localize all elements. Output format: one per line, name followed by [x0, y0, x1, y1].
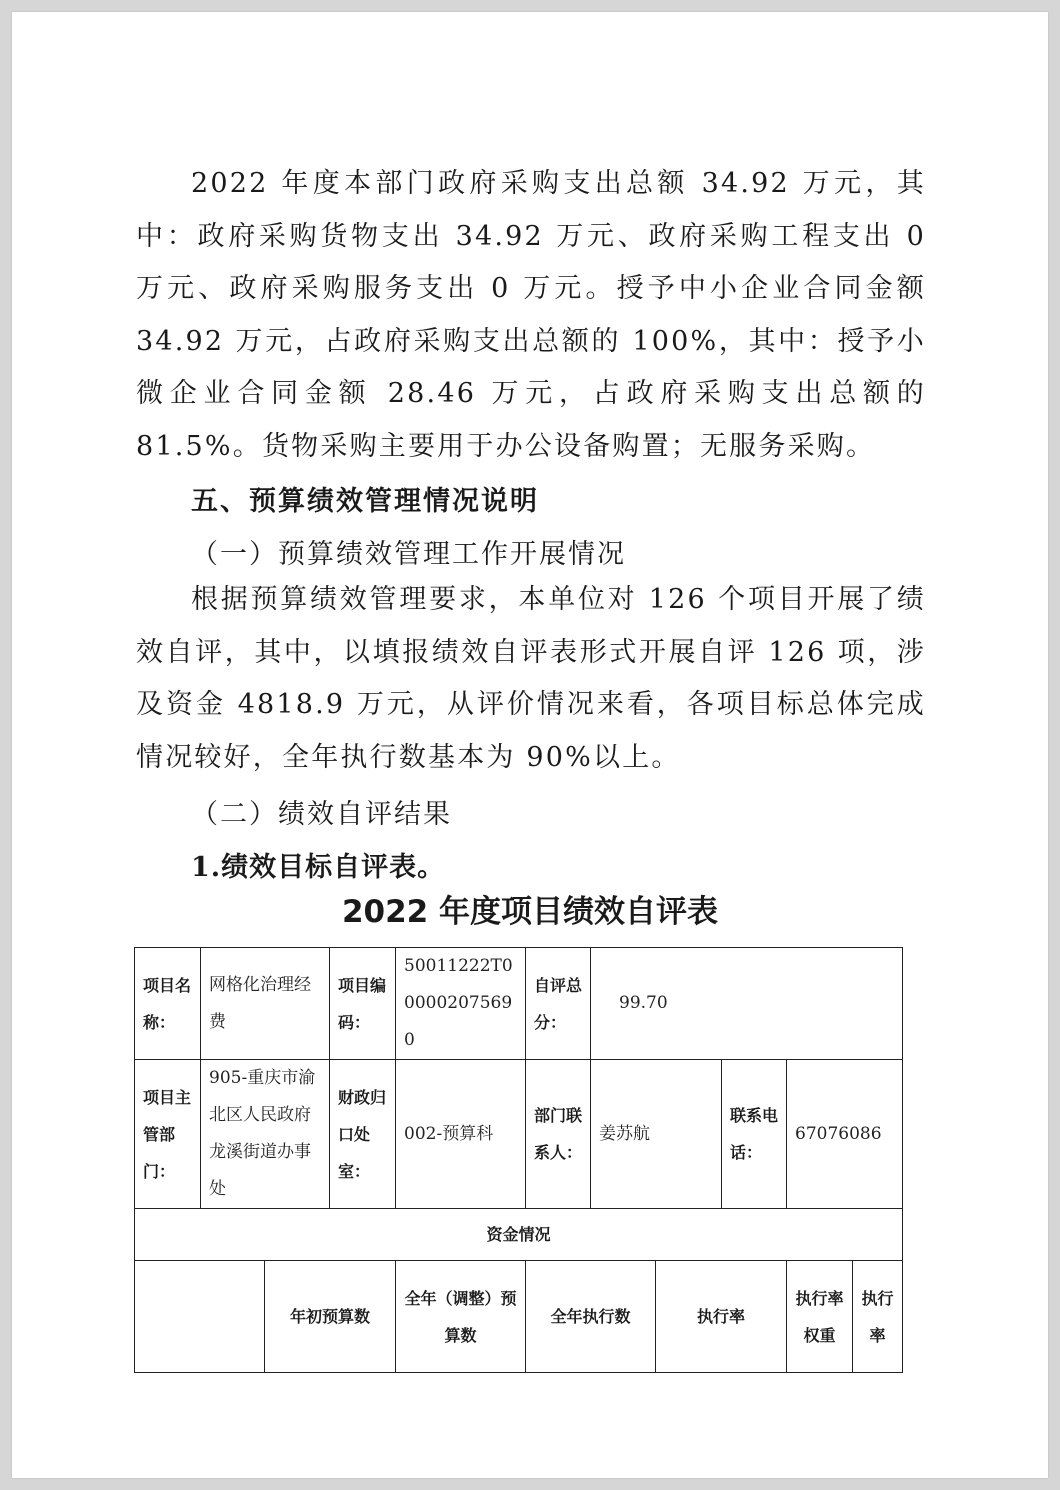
table-row	[135, 1209, 903, 1261]
phone-value: 67076086	[787, 1060, 903, 1209]
initial-budget-header: 年初预算数	[265, 1261, 396, 1373]
section-5-heading: 五、预算绩效管理情况说明	[191, 486, 539, 517]
contact-value: 姜苏航	[591, 1060, 722, 1209]
procurement-paragraph: 2022 年度本部门政府采购支出总额 34.92 万元，其中：政府采购货物支出 34.92 万元、政府采购工程支出 0 万元、政府采购服务支出 0 万元。授予中小企业合同金额 34.92 万元，占政府采购支出总额的 100%，其中：授予小微企业合同金额 28.46 万元，占政府采购支出总额的 81.5%。货物采购主要用于办公设备购置；无服务采购。	[136, 168, 926, 462]
table-title: 2022 年度项目绩效自评表	[341, 894, 719, 930]
project-name-label: 项目名称：	[135, 948, 201, 1060]
executed-amount-header: 全年执行数	[526, 1261, 656, 1373]
document-page	[12, 12, 1048, 1478]
finance-office-label: 财政归口处室：	[330, 1060, 396, 1209]
table-row	[135, 948, 903, 1060]
table-row	[135, 1060, 903, 1209]
funds-section-heading: 资金情况	[135, 1209, 903, 1261]
contact-label: 部门联系人：	[526, 1060, 591, 1209]
finance-office-value: 002-预算科	[396, 1060, 526, 1209]
subsection-1-heading: （一）预算绩效管理工作开展情况	[191, 539, 626, 570]
project-code-label: 项目编码：	[330, 948, 396, 1060]
project-name-value: 网格化治理经费	[201, 948, 330, 1060]
performance-evaluation-table	[134, 947, 903, 1373]
item-1-label: 1.绩效目标自评表。	[191, 852, 446, 883]
table-row	[135, 1261, 903, 1373]
department-label: 项目主管部门：	[135, 1060, 201, 1209]
phone-label: 联系电话：	[722, 1060, 787, 1209]
department-value: 905-重庆市渝北区人民政府龙溪街道办事处	[201, 1060, 330, 1209]
execution-rate-header: 执行率	[656, 1261, 787, 1373]
score-label: 自评总分：	[526, 948, 591, 1060]
execution-weight-header: 执行率权重	[787, 1261, 853, 1373]
score-value: 99.70	[591, 948, 903, 1060]
adjusted-budget-header: 全年（调整）预算数	[396, 1261, 526, 1373]
performance-paragraph: 根据预算绩效管理要求，本单位对 126 个项目开展了绩效自评，其中，以填报绩效自评表形式开展自评 126 项，涉及资金 4818.9 万元，从评价情况来看，各项目标总体完成情况较好，全年执行数基本为 90%以上。	[136, 584, 926, 773]
execution-score-header: 执行率	[853, 1261, 903, 1373]
project-code-value: 50011222T000002075690	[396, 948, 526, 1060]
subsection-2-heading: （二）绩效自评结果	[191, 799, 452, 830]
empty-cell	[135, 1261, 265, 1373]
